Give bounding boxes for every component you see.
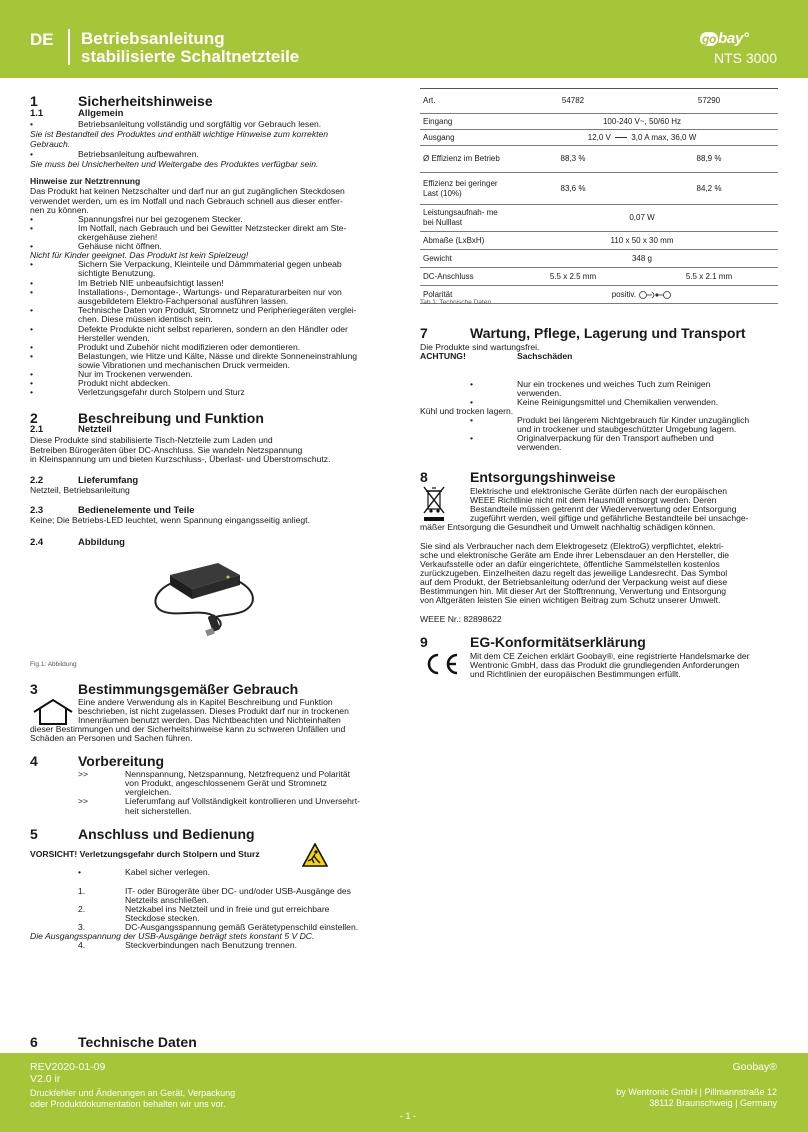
text-line: Steckverbindungen nach Benutzung trennen.: [125, 940, 298, 950]
text-line: Defekte Produkte nicht selbst reparieren, sondern an den Händler oder: [78, 324, 348, 334]
netztrennung-heading: Hinweise zur Netztrennung: [30, 176, 141, 186]
page-number: - 1 -: [400, 1111, 417, 1121]
table-cell: 88,3 %: [506, 146, 640, 173]
bullet: •: [30, 259, 34, 269]
section-8-number: 8: [420, 469, 428, 485]
table-cell: Leistungsaufnah- me bei Nulllast: [420, 205, 506, 232]
warning-text: VORSICHT! Verletzungsgefahr durch Stolpern und Sturz: [30, 849, 260, 859]
text-line: Steckdose stecken.: [125, 913, 200, 923]
table-cell: Ø Effizienz im Betrieb: [420, 146, 506, 173]
text-line: Hersteller wenden.: [78, 333, 150, 343]
text-line: Originalverpackung für den Transport aufheben und: [517, 433, 714, 443]
section-3-number: 3: [30, 681, 38, 697]
text-line: Belastungen, wie Hitze und Kälte, Nässe und direkte Sonneneinstrahlung: [78, 351, 357, 361]
text-line: von Altgeräten leisten Sie einen wichtigen Beitrag zum Schutz unserer Umwelt.: [420, 595, 721, 605]
trip-hazard-icon: [302, 843, 328, 867]
company-city: 38112 Braunschweig | Germany: [649, 1098, 777, 1108]
section-3-title: Bestimmungsgemäßer Gebrauch: [78, 681, 299, 697]
section-2-3-number: 2.3: [30, 505, 44, 516]
table-cell: Art.: [420, 89, 506, 114]
text-line: verwenden.: [517, 388, 562, 398]
disclaimer-line: Druckfehler und Änderungen an Gerät, Verpackung: [30, 1088, 236, 1098]
text-line: Netzteils anschließen.: [125, 895, 210, 905]
page-header: [0, 0, 808, 78]
usb-note: Die Ausgangsspannung der USB-Ausgänge beträgt stets konstant 5 V DC.: [30, 931, 315, 941]
section-2-number: 2: [30, 410, 38, 426]
polarity-symbol-icon: [638, 290, 672, 300]
table-cell: 84,2 %: [640, 173, 778, 205]
text-line: Produkt nicht abdecken.: [78, 378, 171, 388]
section-2-2-title: Lieferumfang: [78, 475, 139, 486]
text-line: chen. Diese müssen identisch sein.: [78, 314, 213, 324]
text-line: Kühl und trocken lagern.: [420, 406, 514, 416]
bullet: •: [30, 387, 34, 397]
section-6-number: 6: [30, 1034, 38, 1050]
text-line: Elektrische und elektronische Geräte dürfen nach der europäischen: [470, 486, 728, 496]
bullet: •: [30, 351, 34, 361]
table-cell: [506, 130, 778, 146]
section-9-number: 9: [420, 634, 428, 650]
text-line: Bestandteile müssen getrennt der Wiederverwertung oder Entsorgung: [470, 504, 737, 514]
section-8-title: Entsorgungshinweise: [470, 469, 616, 485]
text-line: sichtigte Benutzung.: [78, 268, 156, 278]
text-line: Mit dem CE Zeichen erklärt Goobay®, eine registrierte Handelsmarke der: [470, 651, 750, 661]
bullet: •: [30, 369, 34, 379]
section-1-title: Sicherheitshinweise: [78, 93, 213, 109]
text-line: Produkt und Zubehör nicht modifizieren oder demontieren.: [78, 342, 301, 352]
table-cell: 5.5 x 2.5 mm: [506, 268, 640, 286]
table-cell: Effizienz bei geringer Last (10%): [420, 173, 506, 205]
version: V2.0 ir: [30, 1073, 61, 1085]
text-line: vergleichen.: [125, 787, 172, 797]
bullet: •: [30, 241, 34, 251]
text-line: Kabel sicher verlegen.: [125, 867, 211, 877]
list-marker: >>: [78, 769, 89, 779]
table-cell: 5.5 x 2.1 mm: [640, 268, 778, 286]
table-row: [420, 146, 778, 173]
text-line: Netzteil, Betriebsanleitung: [30, 485, 130, 495]
header-divider: [68, 29, 70, 65]
output-voltage: 12,0 V: [587, 132, 611, 142]
text-line: von Produkt, angeschlossenem Gerät und Stromnetz: [125, 778, 328, 788]
text-line: ckergehäuse ziehen!: [78, 232, 158, 242]
doc-subtitle: stabilisierte Schaltnetzteile: [81, 47, 300, 66]
bullet: •: [30, 305, 34, 315]
output-current: 3,0 A max, 36,0 W: [631, 132, 697, 142]
bullet: •: [30, 223, 34, 233]
section-7-number: 7: [420, 325, 428, 341]
text-line: mäßer Entsorgung die Gesundheit und Umwelt nachhaltig schädigen können.: [420, 522, 716, 532]
section-5-title: Anschluss und Bedienung: [78, 826, 255, 842]
table-cell: Gewicht: [420, 250, 506, 268]
bullet: •: [30, 214, 34, 224]
bullet: •: [78, 867, 82, 877]
table-cell: 54782: [506, 89, 640, 114]
text-line: Installations-, Demontage-, Wartungs- und Reparaturarbeiten nur von: [78, 287, 342, 297]
table-row: [420, 250, 778, 268]
bullet: •: [30, 278, 34, 288]
text-line: verwenden.: [517, 442, 562, 452]
bullet: •: [30, 119, 34, 129]
text-line: sowie Vibrationen und mechanischen Druck vermeiden.: [78, 360, 290, 370]
text-line: und in trockener und staubgeschützter Umgebung lagern.: [517, 424, 737, 434]
house-icon: [31, 698, 75, 726]
text-line: Sie sind als Verbraucher nach dem Elektrogesetz (ElektroG) verpflichtet, elektri-: [420, 541, 724, 551]
section-1-1-number: 1.1: [30, 108, 44, 119]
text-line: zurückzugeben. Einzelheiten dazu regelt das jeweilige Landesrecht. Das Symbol: [420, 568, 728, 578]
text-line: Keine Reinigungsmittel und Chemikalien verwenden.: [517, 397, 719, 407]
text-line: Betreiben Bürogeräten über DC-Anschluss. Sie wandeln Netzspannung: [30, 445, 303, 455]
dc-symbol: [615, 137, 627, 138]
step-number: 3.: [78, 922, 86, 932]
text-line: Diese Produkte sind stabilisierte Tisch-Netzteile zum Laden und: [30, 435, 273, 445]
table-cell: 57290: [640, 89, 778, 114]
table-cell: 110 x 50 x 30 mm: [506, 232, 778, 250]
text-line: zugeführt werden, weil giftige und gefährliche Bestandteile bei unsachge-: [470, 513, 749, 523]
section-6-title: Technische Daten: [78, 1034, 197, 1050]
text-line: Keine; Die Betriebs-LED leuchtet, wenn Spannung eingangsseitig anliegt.: [30, 515, 310, 525]
text-line: Innenräumen benutzt werden. Das Nichtbeachten und Nichteinhalten: [78, 715, 341, 725]
text-line: Nennspannung, Netzspannung, Netzfrequenz und Polarität: [125, 769, 351, 779]
text-line: Sie muss bei Unsicherheiten und Weitergabe des Produktes verfügbar sein.: [30, 159, 319, 169]
text-line: Nur im Trockenen verwenden.: [78, 369, 193, 379]
text-line: Im Betrieb NIE unbeaufsichtigt lassen!: [78, 278, 224, 288]
text-line: und Richtlinien der europäischen Bestimmungen erfüllt.: [470, 669, 681, 679]
section-2-4-number: 2.4: [30, 537, 44, 548]
table-cell: 83,6 %: [506, 173, 640, 205]
text-line: IT- oder Bürogeräte über DC- und/oder USB-Ausgänge des: [125, 886, 351, 896]
ce-mark-icon: [421, 652, 461, 676]
section-2-1-number: 2.1: [30, 424, 44, 435]
goobay-logo: go bay°: [702, 30, 749, 47]
table-cell: 348 g: [506, 250, 778, 268]
text-line: Spannungsfrei nur bei gezogenem Stecker.: [78, 214, 243, 224]
kinder-warning: Nicht für Kinder geeignet. Das Produkt ist kein Spielzeug!: [30, 250, 249, 260]
language-code: DE: [30, 30, 54, 49]
tech-data-table: [420, 88, 778, 304]
footer-brand: Goobay®: [732, 1061, 777, 1073]
text-line: Bestimmungen hin. Mit dieser Art der Stofftrennung, Verwertung und Entsorgung: [420, 586, 727, 596]
section-2-4-title: Abbildung: [78, 537, 125, 548]
table-row: [420, 130, 778, 146]
table-row: [420, 205, 778, 232]
step-number: 1.: [78, 886, 86, 896]
table-cell: [506, 286, 778, 304]
text-line: Betriebsanleitung aufbewahren.: [78, 149, 199, 159]
step-number: 2.: [78, 904, 86, 914]
text-line: Gebrauch.: [30, 139, 71, 149]
bullet: •: [30, 324, 34, 334]
section-7-title: Wartung, Pflege, Lagerung und Transport: [470, 325, 746, 341]
text-line: Betriebsanleitung vollständig und sorgfältig vor Gebrauch lesen.: [78, 119, 322, 129]
achtung-label: ACHTUNG!: [420, 351, 466, 361]
table-cell: 0,07 W: [506, 205, 778, 232]
text-line: verwendet werden, um es im Notfall und nach Gebrauch schnell aus dieser entfer-: [30, 196, 343, 206]
text-line: auf dem Produkt, der Betriebsanleitung oder/und der Verpackung weist auf diese: [420, 577, 728, 587]
page-footer: [0, 1053, 808, 1132]
section-2-1-title: Netzteil: [78, 424, 112, 435]
text-line: in Kleinspannung um und bieten Kurzschluss-, Überlast- und Überstromschutz.: [30, 454, 331, 464]
text-line: DC-Ausgangsspannung gemäß Gerätetypenschild einstellen.: [125, 922, 359, 932]
text-line: Eine andere Verwendung als in Kapitel Beschreibung und Funktion: [78, 697, 333, 707]
table-caption: Tab.1: Technische Daten: [420, 299, 492, 306]
list-marker: >>: [78, 796, 89, 806]
text-line: dieser Bestimmungen und der Sicherheitshinweise kann zu schweren Unfällen und: [30, 724, 346, 734]
section-2-title: Beschreibung und Funktion: [78, 410, 264, 426]
figure-caption: Fig.1: Abbildung: [30, 661, 77, 668]
text-line: nen zu können.: [30, 205, 89, 215]
step-number: 4.: [78, 940, 86, 950]
bullet: •: [30, 342, 34, 352]
bullet: •: [30, 378, 34, 388]
text-line: Wentronic GmbH, dass das Produkt die grundlegenden Anforderungen: [470, 660, 740, 670]
text-line: Die Produkte sind wartungsfrei.: [420, 342, 540, 352]
disclaimer-line: oder Produktdokumentation behalten wir uns vor.: [30, 1099, 226, 1109]
section-2-2-number: 2.2: [30, 475, 44, 486]
section-5-number: 5: [30, 826, 38, 842]
table-cell: Abmaße (LxBxH): [420, 232, 506, 250]
text-line: Schäden an Personen und Sachen führen.: [30, 733, 193, 743]
table-cell: Ausgang: [420, 130, 506, 146]
company-address: by Wentronic GmbH | Pillmannstraße 12: [616, 1087, 777, 1097]
text-line: sche und elektronische Geräte am Ende ihrer Lebensdauer an den Hersteller, die: [420, 550, 730, 560]
model-number: NTS 3000: [713, 50, 777, 66]
sachschaeden-label: Sachschäden: [517, 351, 573, 361]
table-row: [420, 268, 778, 286]
text-line: Das Produkt hat keinen Netzschalter und darf nur an gut zugänglichen Steckdosen: [30, 186, 345, 196]
bullet: •: [30, 287, 34, 297]
revision-date: REV2020-01-09: [30, 1061, 106, 1073]
section-2-3-title: Bedienelemente und Teile: [78, 505, 195, 516]
text-line: Verletzungsgefahr durch Stolpern und Sturz: [78, 387, 245, 397]
text-line: Nur ein trockenes und weiches Tuch zum Reinigen: [517, 379, 711, 389]
text-line: Technische Daten von Produkt, Stromnetz und Peripheriegeräten verglei-: [78, 305, 357, 315]
bullet: •: [470, 415, 474, 425]
weee-bin-icon: [422, 485, 446, 523]
section-4-number: 4: [30, 753, 38, 769]
polarity-text: positiv.: [611, 289, 637, 299]
table-row: [420, 232, 778, 250]
power-adapter-image: [140, 555, 270, 637]
text-line: ausgebildetem Elektro-Fachpersonal ausführen lassen.: [78, 296, 289, 306]
table-row: [420, 173, 778, 205]
text-line: beschrieben, ist nicht zugelassen. Dieses Produkt darf nur in trockenen: [78, 706, 349, 716]
bullet: •: [30, 149, 34, 159]
table-cell: 88,9 %: [640, 146, 778, 173]
section-4-title: Vorbereitung: [78, 753, 165, 769]
text-line: Im Notfall, nach Gebrauch und bei Gewitter Netzstecker direkt am Ste-: [78, 223, 347, 233]
text-line: Gehäuse nicht öffnen.: [78, 241, 162, 251]
text-line: Verkaufsstelle oder an dafür eingerichtete, öffentliche Sammelstellen kostenlos: [420, 559, 720, 569]
table-row: [420, 89, 778, 114]
text-line: Produkt bei längerem Nichtgebrauch für Kinder unzugänglich: [517, 415, 750, 425]
text-line: Sie ist Bestandteil des Produktes und enthält wichtige Hinweise zum korrekten: [30, 129, 329, 139]
bullet: •: [470, 379, 474, 389]
weee-number: WEEE Nr.: 82898622: [420, 614, 502, 624]
text-line: WEEE Richtlinie nicht mit dem Hausmüll entsorgt werden. Deren: [470, 495, 717, 505]
table-cell: DC-Anschluss: [420, 268, 506, 286]
text-line: heit sicherstellen.: [125, 806, 192, 816]
bullet: •: [470, 433, 474, 443]
table-cell: Polarität: [420, 286, 506, 304]
doc-title: Betriebsanleitung: [81, 29, 225, 48]
table-row: [420, 114, 778, 130]
text-line: Netzkabel ins Netzteil und in freie und gut erreichbare: [125, 904, 330, 914]
section-1-number: 1: [30, 93, 38, 109]
text-line: Lieferumfang auf Vollständigkeit kontrollieren und Unversehrt-: [125, 796, 361, 806]
text-line: Sichern Sie Verpackung, Kleinteile und Dämmmaterial gegen unbeab: [78, 259, 342, 269]
table-cell: Eingang: [420, 114, 506, 130]
section-1-1-title: Allgemein: [78, 108, 124, 119]
table-cell: 100-240 V~, 50/60 Hz: [506, 114, 778, 130]
bullet: •: [470, 397, 474, 407]
section-9-title: EG-Konformitätserklärung: [470, 634, 646, 650]
